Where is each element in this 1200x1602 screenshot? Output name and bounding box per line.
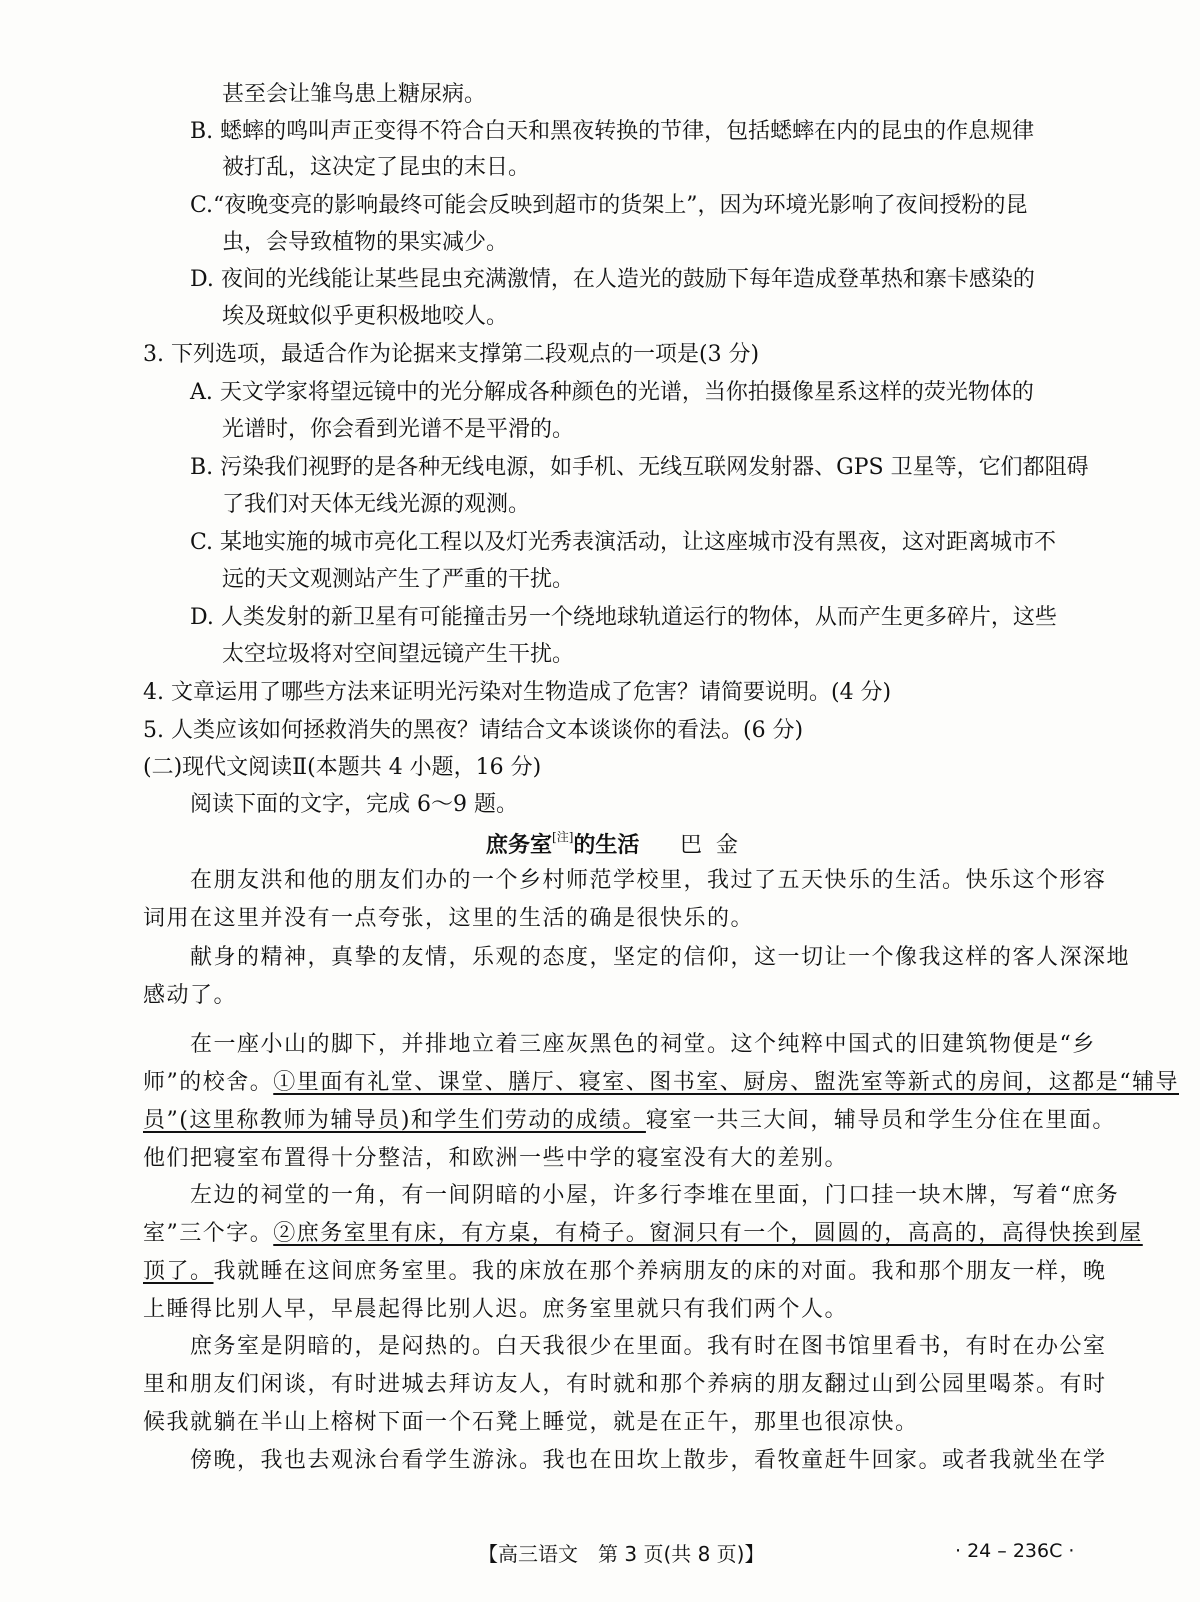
q3-option-c: C. 某地实施的城市亮化工程以及灯光秀表演活动，让这座城市没有黑夜，这对距离城市不 <box>190 530 1057 555</box>
passage-line: 室”三个字。②庶务室里有床，有方桌，有椅子。窗洞只有一个，圆圆的，高高的，高得快挨到屋 <box>143 1221 1143 1246</box>
passage-line: 左边的祠堂的一角，有一间阴暗的小屋，许多行李堆在里面，门口挂一块木牌，写着“庶务 <box>190 1183 1120 1208</box>
passage-line: 顶了。我就睡在这间庶务室里。我的床放在那个养病朋友的床的对面。我和那个朋友一样，晚 <box>143 1259 1107 1284</box>
underlined-sentence-1: ①里面有礼堂、课堂、膳厅、寝室、图书室、厨房、盥洗室等新式的房间，这都是“辅导 <box>273 1070 1179 1095</box>
page-footer: 【高三语文 第 3 页(共 8 页)】 <box>478 1542 765 1566</box>
q2-option-d-cont: 埃及斑蚊似乎更积极地咬人。 <box>222 304 509 329</box>
passage-author: 巴金 <box>680 833 753 858</box>
q2-option-a-cont: 甚至会让雏鸟患上糖尿病。 <box>222 82 487 107</box>
passage-line: 傍晚，我也去观泳台看学生游泳。我也在田坎上散步，看牧童赶牛回家。或者我就坐在学 <box>190 1448 1107 1473</box>
passage-line: 感动了。 <box>143 983 238 1008</box>
passage-line: 他们把寝室布置得十分整洁，和欧洲一些中学的寝室没有大的差别。 <box>143 1146 849 1171</box>
passage-line: 在朋友洪和他的朋友们办的一个乡村师范学校里，我过了五天快乐的生活。快乐这个形容 <box>190 868 1107 893</box>
underlined-sentence-1-cont: 员”(这里称教师为辅导员)和学生们劳动的成绩。 <box>143 1108 646 1133</box>
q5-stem: 5. 人类应该如何拯救消失的黑夜？请结合文本谈谈你的看法。(6 分) <box>143 718 804 743</box>
q3-option-b-cont: 了我们对天体无线光源的观测。 <box>222 492 531 517</box>
passage-line: 词用在这里并没有一点夸张，这里的生活的确是很快乐的。 <box>143 906 755 931</box>
passage-line: 上睡得比别人早，早晨起得比别人迟。庶务室里就只有我们两个人。 <box>143 1297 849 1322</box>
passage-line: 师”的校舍。①里面有礼堂、课堂、膳厅、寝室、图书室、厨房、盥洗室等新式的房间，这都是“辅导 <box>143 1070 1179 1095</box>
paper-code: · 24 – 236C · <box>955 1540 1075 1562</box>
q2-option-c-cont: 虫，会导致植物的果实减少。 <box>222 230 509 255</box>
underlined-sentence-2: ②庶务室里有床，有方桌，有椅子。窗洞只有一个，圆圆的，高高的，高得快挨到屋 <box>273 1221 1143 1246</box>
section-heading: (二)现代文阅读Ⅱ(本题共 4 小题，16 分) <box>143 755 542 780</box>
passage-line: 候我就躺在半山上榕树下面一个石凳上睡觉，就是在正午，那里也很凉快。 <box>143 1410 919 1435</box>
q3-option-a-cont: 光谱时，你会看到光谱不是平滑的。 <box>222 417 575 442</box>
passage-line: 献身的精神，真挚的友情，乐观的态度，坚定的信仰，这一切让一个像我这样的客人深深地 <box>190 945 1131 970</box>
passage-line: 在一座小山的脚下，并排地立着三座灰黑色的祠堂。这个纯粹中国式的旧建筑物便是“乡 <box>190 1032 1096 1057</box>
passage-line: 庶务室是阴暗的，是闷热的。白天我很少在里面。我有时在图书馆里看书，有时在办公室 <box>190 1334 1107 1359</box>
q2-option-d: D. 夜间的光线能让某些昆虫充满激情，在人造光的鼓励下每年造成登革热和寨卡感染的 <box>190 267 1035 292</box>
passage-line: 员”(这里称教师为辅导员)和学生们劳动的成绩。寝室一共三大间，辅导员和学生分住在里面。 <box>143 1108 1116 1133</box>
q3-option-b: B. 污染我们视野的是各种无线电源，如手机、无线互联网发射器、GPS 卫星等，它们都阻碍 <box>190 455 1089 480</box>
q3-option-d: D. 人类发射的新卫星有可能撞击另一个绕地球轨道运行的物体，从而产生更多碎片，这些 <box>190 605 1057 630</box>
q2-option-c: C.“夜晚变亮的影响最终可能会反映到超市的货架上”，因为环境光影响了夜间授粉的昆 <box>190 193 1028 218</box>
q2-option-b: B. 蟋蟀的鸣叫声正变得不符合白天和黑夜转换的节律，包括蟋蟀在内的昆虫的作息规律 <box>190 119 1035 144</box>
footnote-marker: [注] <box>552 830 574 844</box>
passage-line: 里和朋友们闲谈，有时进城去拜访友人，有时就和那个养病的朋友翻过山到公园里喝茶。有时 <box>143 1372 1107 1397</box>
q3-stem: 3. 下列选项，最适合作为论据来支撑第二段观点的一项是(3 分) <box>143 342 760 367</box>
q3-option-c-cont: 远的天文观测站产生了严重的干扰。 <box>222 567 575 592</box>
q3-option-a: A. 天文学家将望远镜中的光分解成各种颜色的光谱，当你拍摄像星系这样的荧光物体的 <box>190 380 1034 405</box>
passage-title: 庶务室[注]的生活 <box>486 830 640 858</box>
section-instruction: 阅读下面的文字，完成 6～9 题。 <box>190 792 518 817</box>
q4-stem: 4. 文章运用了哪些方法来证明光污染对生物造成了危害？请简要说明。(4 分) <box>143 680 892 705</box>
underlined-sentence-2-cont: 顶了。 <box>143 1259 214 1284</box>
q3-option-d-cont: 太空垃圾将对空间望远镜产生干扰。 <box>222 642 575 667</box>
q2-option-b-cont: 被打乱，这决定了昆虫的末日。 <box>222 155 531 180</box>
